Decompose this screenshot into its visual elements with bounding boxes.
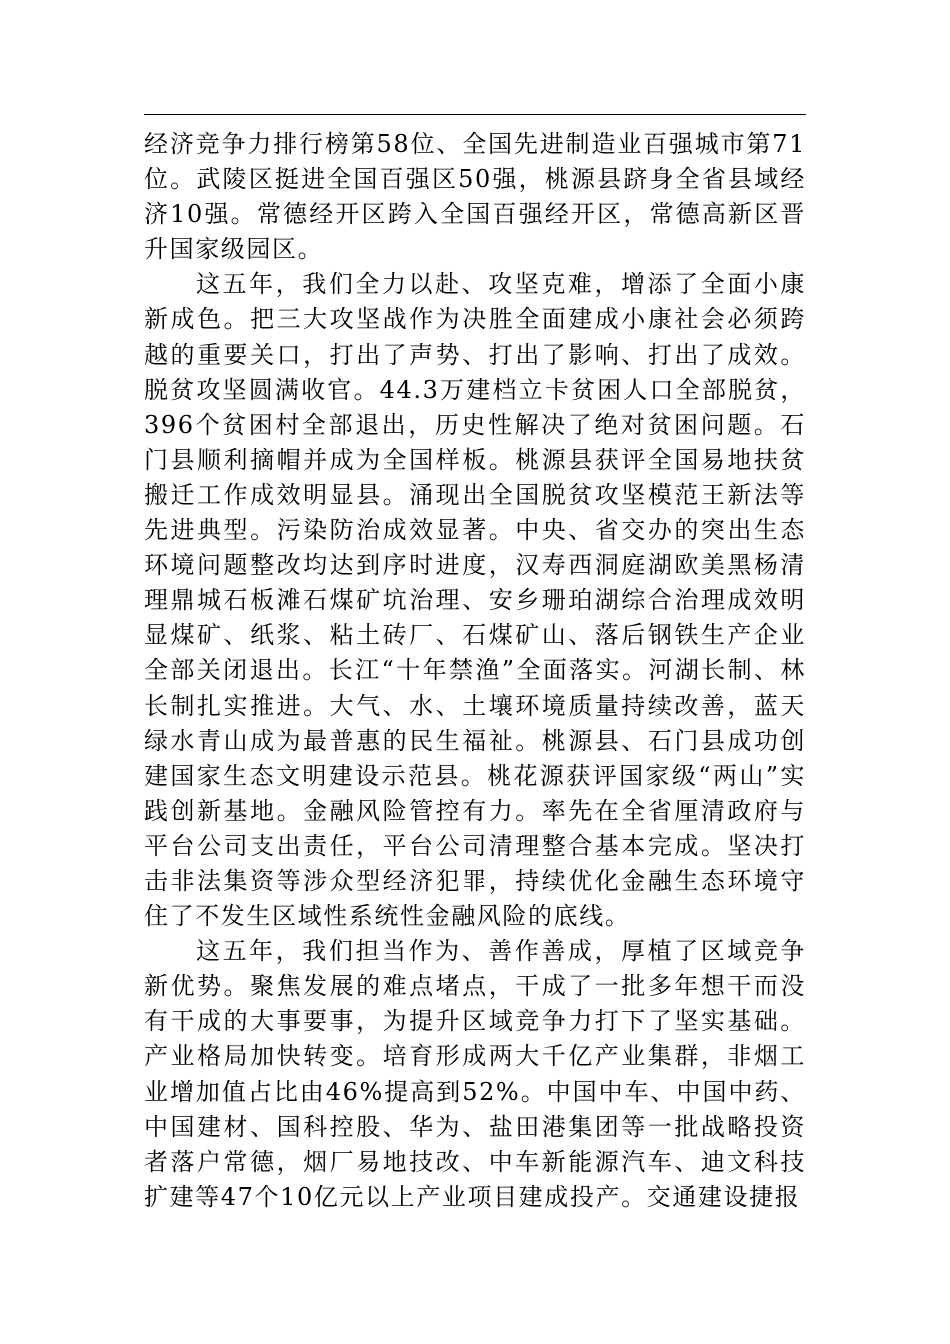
document-body bbox=[144, 127, 806, 1215]
header-rule bbox=[144, 114, 806, 115]
paragraph-1: 经济竞争力排行榜第58位、全国先进制造业百强城市第71位。武陵区挺进全国百强区50强，桃源县跻身全省县域经济10强。常德经开区跨入全国百强经开区，常德高新区晋升国家级园区。 bbox=[144, 130, 806, 264]
paragraph-3: 这五年，我们担当作为、善作善成，厚植了区域竞争新优势。聚焦发展的难点堵点，干成了一批多年想干而没有干成的大事要事，为提升区域竞争力打下了坚实基础。产业格局加快转变。培育形成两大千亿产业集群，非烟工业增加值占比由46%提高到52%。中国中车、中国中药、中国建材、国科控股、华为、盐田港集团等一批战略投资者落户常德，烟厂易地技改、中车新能源汽车、迪文科技扩建等47个10亿元以上产业项目建成投产。交通建设捷报 bbox=[144, 937, 806, 1211]
paragraph-2: 这五年，我们全力以赴、攻坚克难，增添了全面小康新成色。把三大攻坚战作为决胜全面建成小康社会必须跨越的重要关口，打出了声势、打出了影响、打出了成效。脱贫攻坚圆满收官。44.3万建档立卡贫困人口全部脱贫，396个贫困村全部退出，历史性解决了绝对贫困问题。石门县顺利摘帽并成为全国样板。桃源县获评全国易地扶贫搬迁工作成效明显县。涌现出全国脱贫攻坚模范王新法等先进典型。污染防治成效显著。中央、省交办的突出生态环境问题整改均达到序时进度，汉寿西洞庭湖欧美黑杨清理鼎城石板滩石煤矿坑治理、安乡珊珀湖综合治理成效明显煤矿、纸浆、粘土砖厂、石煤矿山、落后钢铁生产企业全部关闭退出。长江“十年禁渔”全面落实。河湖长制、林长制扎实推进。大气、水、土壤环境质量持续改善，蓝天绿水青山成为最普惠的民生福祉。桃源县、石门县成功创建国家生态文明建设示范县。桃花源获评国家级“两山”实践创新基地。金融风险管控有力。率先在全省厘清政府与平台公司支出责任，平台公司清理整合基本完成。坚决打击非法集资等涉众型经济犯罪，持续优化金融生态环境守住了不发生区域性系统性金融风险的底线。 bbox=[144, 270, 806, 931]
